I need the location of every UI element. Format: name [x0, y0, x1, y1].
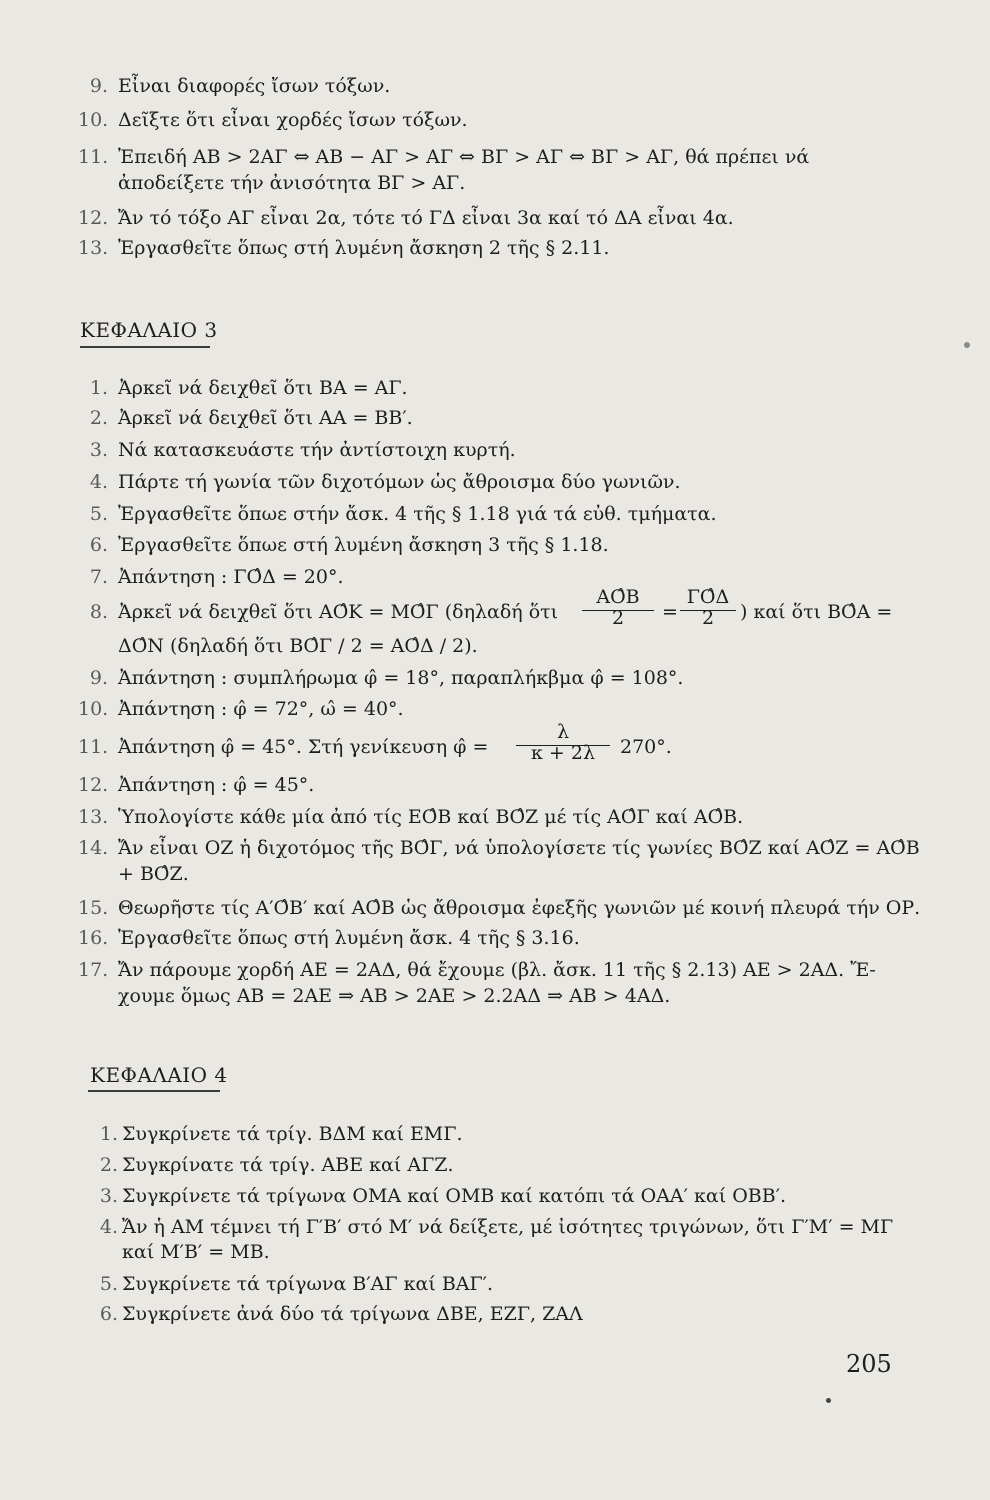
item-number: 4.: [99, 1216, 118, 1238]
item-text: Εἶναι διαφορές ἴσων τόξων.: [118, 75, 391, 97]
item-continuation: καί Μ′Β′ = ΜΒ.: [122, 1241, 270, 1263]
fraction-denominator: 2: [611, 607, 625, 629]
fraction: [582, 586, 654, 629]
item-text: Πάρτε τή γωνία τῶν διχοτόμων ὡς ἄθροισμα δύο γωνιῶν.: [118, 471, 681, 493]
item-text: Θεωρῆστε τίς Α′Ο̂Β′ καί ΑΟ̂Β ὡς ἄθροισμα ἐφεξῆς γωνιῶν μέ κοινή πλευρά τήν ΟΡ.: [118, 897, 921, 919]
item-number: 3.: [99, 1185, 118, 1207]
item-text: Ἄν τό τόξο ΑΓ εἶναι 2α, τότε τό ΓΔ εἶναι 3α καί τό ΔΑ εἶναι 4α.: [118, 207, 734, 229]
item-number: 16.: [78, 927, 109, 949]
item-number: 7.: [89, 566, 108, 588]
item-number: 8.: [89, 601, 108, 623]
item-number: 4.: [89, 471, 108, 493]
item-text: Ἀπάντηση : ΓΟ̂Δ = 20°.: [118, 566, 344, 588]
heading-underline: [88, 1090, 220, 1092]
item-number: 3.: [89, 439, 108, 461]
item-text: Ἐργασθεῖτε ὅπως στή λυμένη ἄσκηση 2 τῆς § 2.11.: [118, 237, 610, 259]
speck: [826, 1398, 831, 1403]
item-text: Συγκρίνετε τά τρίγωνα ΟΜΑ καί ΟΜΒ καί κατόπι τά ΟΑΑ′ καί ΟΒΒ′.: [122, 1185, 787, 1207]
item-text: Ἄν ἡ ΑΜ τέμνει τή Γ′Β′ στό Μ′ νά δείξετε, μέ ἰσότητες τριγώνων, ὅτι Γ′Μ′ = ΜΓ: [122, 1216, 894, 1238]
item-text: Ἀρκεῖ νά δειχθεῖ ὅτι ΒΑ = ΑΓ.: [118, 377, 408, 399]
item-text: Ἐργασθεῖτε ὅπωε στήν ἄσκ. 4 τῆς § 1.18 γιά τά εὐθ. τμήματα.: [118, 503, 717, 525]
item-number: 2.: [89, 407, 108, 429]
item-number: 1.: [89, 377, 108, 399]
item-continuation: χουμε ὅμως ΑΒ = 2ΑΕ ⇒ ΑΒ > 2ΑΕ > 2.2ΑΔ ⇒ ΑΒ > 4ΑΔ.: [118, 985, 671, 1007]
item-text: Συγκρίνατε τά τρίγ. ΑΒΕ καί ΑΓΖ.: [122, 1154, 454, 1176]
item-text: Συγκρίνετε τά τρίγωνα Β′ΑΓ καί ΒΑΓ′.: [122, 1273, 494, 1295]
item-number: 10.: [78, 698, 109, 720]
item-continuation: ΔΟ̂Ν (δηλαδή ὅτι ΒΟ̂Γ / 2 = ΑΟ̂Δ / 2).: [118, 635, 478, 657]
item-text: Ὑπολογίστε κάθε μία ἀπό τίς ΕΟ̂Β καί ΒΟ̂Ζ μέ τίς ΑΟ̂Γ καί ΑΟ̂Β.: [118, 806, 744, 828]
item-number: 10.: [78, 109, 109, 131]
item-text: Ἐργασθεῖτε ὅπως στή λυμένη ἄσκ. 4 τῆς § 3.16.: [118, 927, 580, 949]
chapter-heading: ΚΕΦΑΛΑΙΟ 4: [90, 1063, 228, 1087]
item-number: 5.: [99, 1273, 118, 1295]
item-continuation: + ΒΟ̂Ζ.: [118, 863, 189, 885]
item-number: 6.: [89, 534, 108, 556]
item-number: 6.: [99, 1303, 118, 1325]
item-text: Ἐργασθεῖτε ὅπωε στή λυμένη ἄσκηση 3 τῆς § 1.18.: [118, 534, 609, 556]
page-number: 205: [846, 1350, 892, 1378]
item-text: Δεῖξτε ὅτι εἶναι χορδές ἴσων τόξων.: [118, 109, 468, 131]
equals-sign: =: [662, 601, 678, 623]
item-text: Ἀπάντηση : συμπλήρωμα φ̂ = 18°, παραπλήκβμα φ̂ = 108°.: [118, 667, 684, 689]
item-text: Ἄν εἶναι ΟΖ ἡ διχοτόμος τῆς ΒΟ̂Γ, νά ὑπολογίσετε τίς γωνίες ΒΟ̂Ζ καί ΑΟ̂Ζ = ΑΟ̂Β: [118, 837, 920, 859]
fraction-numerator: ΑΟ̂Β: [596, 586, 640, 608]
item-text: Ἀρκεῖ νά δειχθεῖ ὅτι ΑΑ = ΒΒ′.: [118, 407, 413, 429]
item-text: Ἀπάντηση : φ̂ = 72°, ω̂ = 40°.: [118, 698, 404, 720]
item-number: 13.: [78, 237, 109, 259]
item-text: Ἄν πάρουμε χορδή ΑΕ = 2ΑΔ, θά ἔχουμε (βλ. ἄσκ. 11 τῆς § 2.13) ΑΕ > 2ΑΔ. Ἔ-: [118, 959, 876, 981]
item-number: 9.: [89, 75, 108, 97]
item-number: 5.: [89, 503, 108, 525]
item-number: 13.: [78, 806, 109, 828]
item-number: 11.: [78, 736, 109, 758]
item-text: Συγκρίνετε τά τρίγ. ΒΔΜ καί ΕΜΓ.: [122, 1123, 463, 1145]
heading-underline: [80, 346, 210, 348]
chapter-heading: ΚΕΦΑΛΑΙΟ 3: [80, 318, 218, 342]
speck: [964, 342, 970, 348]
item-number: 17.: [78, 959, 109, 981]
fraction-denominator: κ + 2λ: [530, 742, 595, 764]
item-text: Ἀπάντηση : φ̂ = 45°.: [118, 774, 315, 796]
fraction-numerator: λ: [556, 721, 570, 743]
item-text: Συγκρίνετε ἀνά δύο τά τρίγωνα ΔΒΕ, ΕΖΓ, ΖΑΛ: [122, 1303, 583, 1325]
item-number: 11.: [78, 146, 109, 168]
item-text: Ἀρκεῖ νά δειχθεῖ ὅτι ΑΟ̂Κ = ΜΟ̂Γ (δηλαδή ὅτι: [118, 601, 559, 623]
item-number: 12.: [78, 774, 109, 796]
item-number: 9.: [89, 667, 108, 689]
item-text-tail: ) καί ὅτι ΒΟ̂Α =: [740, 601, 893, 623]
item-number: 12.: [78, 207, 109, 229]
item-number: 1.: [99, 1123, 118, 1145]
item-continuation: ἀποδείξετε τήν ἀνισότητα ΒΓ > ΑΓ.: [118, 172, 466, 194]
item-text: Ἐπειδή ΑΒ > 2ΑΓ ⇔ ΑΒ − ΑΓ > ΑΓ ⇔ ΒΓ > ΑΓ ⇔ ΒΓ > ΑΓ, θά πρέπει νά: [118, 146, 810, 168]
item-text: Νά κατασκευάστε τήν ἀντίστοιχη κυρτή.: [118, 439, 516, 461]
fraction: [516, 721, 610, 764]
fraction: [680, 586, 736, 629]
item-text-tail: 270°.: [620, 736, 672, 758]
item-number: 14.: [78, 837, 109, 859]
fraction-denominator: 2: [701, 607, 715, 629]
item-text: Ἀπάντηση φ̂ = 45°. Στή γενίκευση φ̂ =: [118, 736, 489, 758]
fraction-numerator: ΓΟ̂Δ: [686, 586, 730, 608]
item-number: 15.: [78, 897, 109, 919]
item-number: 2.: [99, 1154, 118, 1176]
